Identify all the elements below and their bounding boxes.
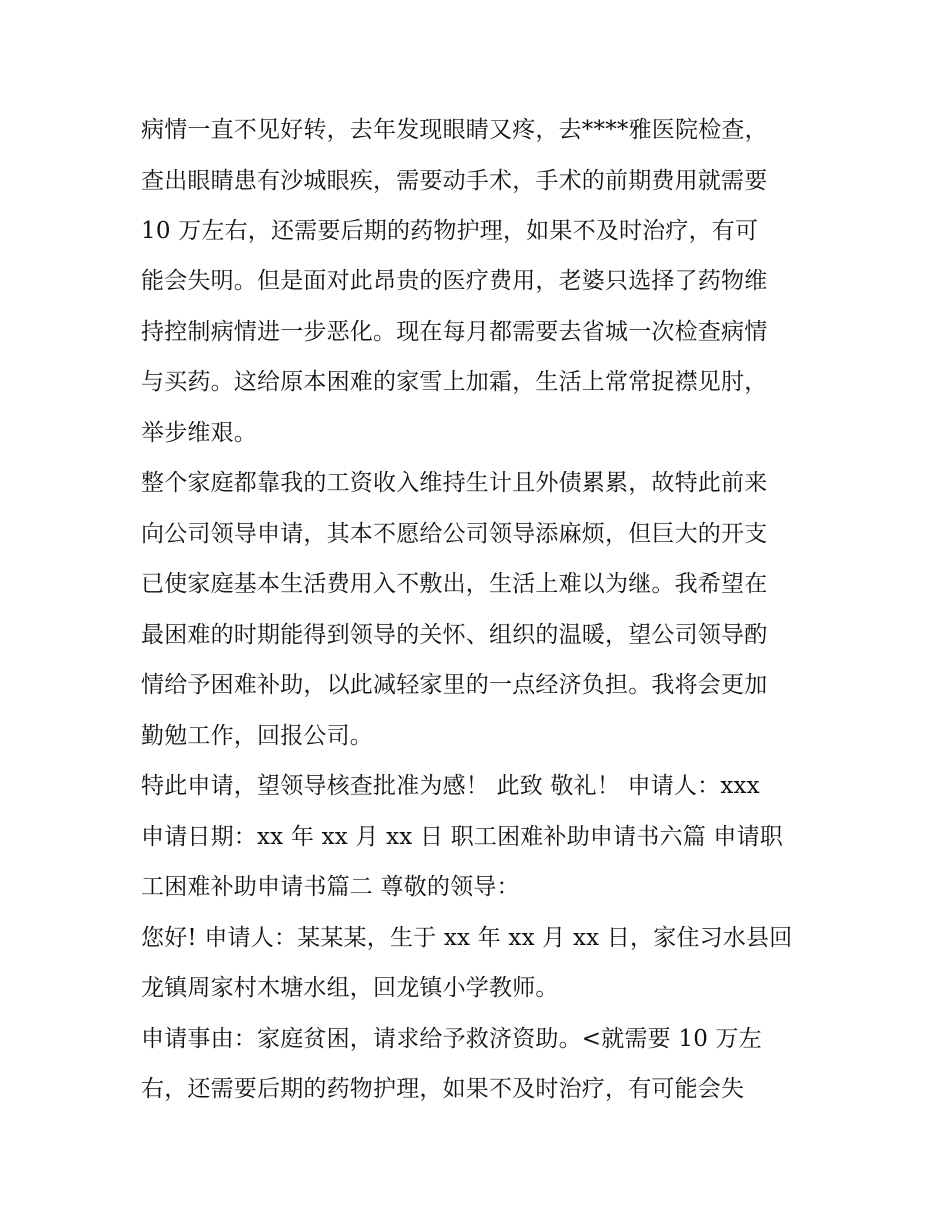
- text-line: 持控制病情进一步恶化。现在每月都需要去省城一次检查病情: [141, 319, 768, 345]
- text-line: 举步维艰。: [141, 420, 257, 446]
- text-line: 病情一直不见好转，去年发现眼睛又疼，去****雅医院检查，: [141, 117, 768, 143]
- text-line: 最困难的时期能得到领导的关怀、组织的温暖，望公司领导酌: [141, 622, 768, 648]
- text-line: 申请日期：xx 年 xx 月 xx 日 职工困难补助申请书六篇 申请职: [141, 824, 784, 850]
- text-line: 特此申请，望领导核查批准为感！ 此致 敬礼！ 申请人：xxx: [141, 773, 760, 799]
- text-line: 申请事由：家庭贫困，请求给予救济资助。<就需要 10 万左: [141, 1026, 762, 1052]
- text-line: 勤勉工作，回报公司。: [141, 723, 373, 749]
- text-line: 能会失明。但是面对此昂贵的医疗费用，老婆只选择了药物维: [141, 268, 768, 294]
- text-line: 10 万左右，还需要后期的药物护理，如果不及时治疗，有可: [141, 218, 759, 244]
- text-line: 已使家庭基本生活费用入不敷出，生活上难以为继。我希望在: [141, 571, 768, 597]
- text-line: 整个家庭都靠我的工资收入维持生计且外债累累，故特此前来: [141, 470, 768, 496]
- text-line: 右，还需要后期的药物护理，如果不及时治疗，有可能会失: [141, 1076, 745, 1102]
- text-line: 与买药。这给原本困难的家雪上加霜，生活上常常捉襟见肘，: [141, 369, 768, 395]
- text-line: 向公司领导申请，其本不愿给公司领导添麻烦，但巨大的开支: [141, 521, 768, 547]
- text-line: 查出眼睛患有沙城眼疾，需要动手术，手术的前期费用就需要: [141, 168, 768, 194]
- text-line: 情给予困难补助，以此减轻家里的一点经济负担。我将会更加: [141, 672, 768, 698]
- text-line: 您好! 申请人：某某某，生于 xx 年 xx 月 xx 日，家住习水县回: [141, 925, 793, 951]
- text-line: 龙镇周家村木塘水组，回龙镇小学教师。: [141, 975, 559, 1001]
- text-line: 工困难补助申请书篇二 尊敬的领导：: [141, 874, 520, 900]
